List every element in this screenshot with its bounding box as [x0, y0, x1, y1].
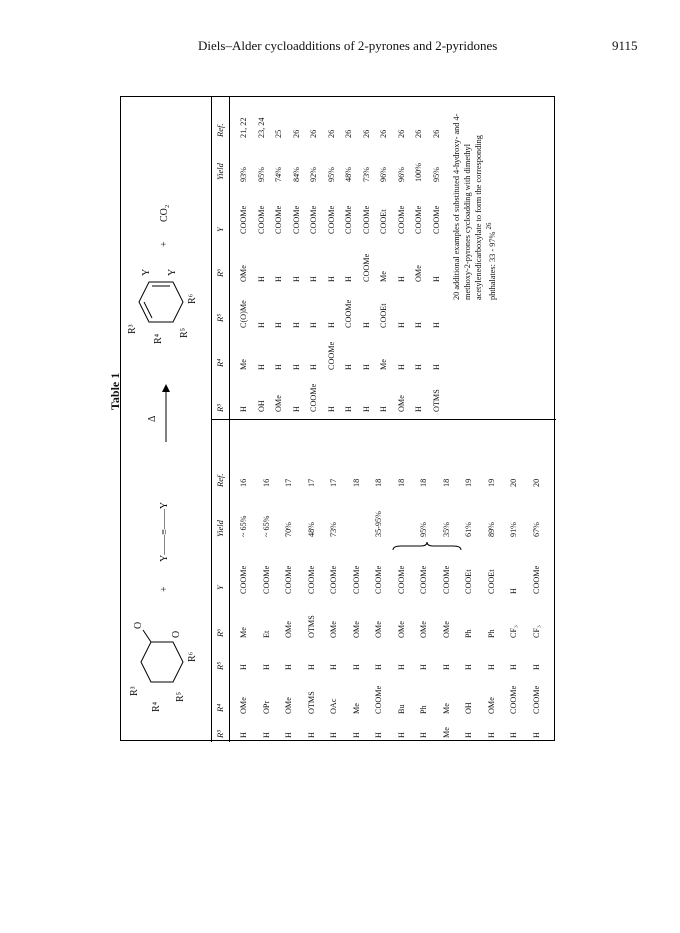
table-footnote — [451, 100, 498, 300]
table-cell: 48% — [344, 166, 353, 182]
table-cell: 26 — [396, 129, 406, 138]
pyrone-r3: R³ — [129, 686, 140, 696]
table-cell: H — [431, 276, 441, 282]
table-cell: H — [361, 364, 371, 370]
table-cell: 26 — [326, 129, 336, 138]
table-cell: H — [396, 276, 406, 282]
table-cell: COOMe — [306, 565, 316, 594]
page-number: 9115 — [612, 38, 638, 53]
table-cell: COOMe — [419, 565, 428, 594]
table-cell: H — [414, 364, 423, 370]
table-cell: H — [239, 406, 248, 412]
table-cell: COOMe — [431, 205, 441, 234]
pyrone-ring-o: O — [171, 630, 182, 638]
table-cell: OMe — [414, 265, 423, 282]
table-cell: Me — [351, 703, 361, 714]
table-cell: H — [509, 732, 518, 738]
table-cell: 67% — [531, 521, 541, 537]
table-cell: H — [306, 732, 316, 738]
col-header: R³ — [215, 730, 225, 738]
table-cell: COOEt — [464, 569, 473, 594]
table-cell: H — [291, 406, 301, 412]
table-cell: Et — [261, 630, 271, 638]
table-cell: H — [256, 322, 266, 328]
plus-sign-2: + — [159, 241, 170, 247]
table-cell: COOMe — [361, 253, 371, 282]
footnote-text: 20 additional examples of substituted 4-hydroxy- and 4-methoxy-2-pyrones cycloadding with dimethyl acetylenedicarboxylate to form the corresponding phthalates: 33 - 97% — [452, 113, 497, 300]
table-cell: 26 — [379, 129, 388, 138]
table-cell: 100% — [414, 162, 423, 182]
table-cell: H — [239, 664, 248, 670]
table-cell: COOMe — [344, 205, 353, 234]
table-cell: H — [309, 276, 318, 282]
table-cell: H — [274, 364, 283, 370]
product-r6: R⁶ — [187, 293, 198, 304]
table-cell: OH — [256, 400, 266, 412]
table-cell: COOMe — [509, 685, 518, 714]
table-cell: COOMe — [531, 685, 541, 714]
table-cell: Bu — [396, 704, 406, 714]
table-cell: 96% — [396, 166, 406, 182]
table-cell: COOMe — [284, 565, 293, 594]
heat-symbol: Δ — [147, 415, 158, 422]
product-r3: R³ — [127, 324, 138, 334]
table-cell: COOMe — [531, 565, 541, 594]
table-cell: H — [344, 364, 353, 370]
table-cell: OMe — [486, 697, 496, 714]
rotated-table — [121, 97, 556, 742]
table-cell: H — [361, 406, 371, 412]
table-cell: 17 — [284, 478, 293, 487]
table-cell: COOMe — [309, 383, 318, 412]
table-cell: 21, 22 — [239, 117, 248, 138]
table-cell: 35% — [441, 521, 451, 537]
table-cell: COOMe — [374, 565, 383, 594]
col-header: R⁵ — [215, 661, 225, 670]
table-cell: COOMe — [261, 565, 271, 594]
table-cell: H — [291, 276, 301, 282]
table-cell: 91% — [509, 521, 518, 537]
table-cell: OMe — [396, 395, 406, 412]
table-cell: H — [256, 364, 266, 370]
table-cell: 96% — [379, 166, 388, 182]
table-cell: H — [431, 322, 441, 328]
table-cell: ~ 65% — [239, 515, 248, 537]
table-cell: OH — [464, 702, 473, 714]
table-cell: COOMe — [374, 685, 383, 714]
table-cell: H — [531, 664, 541, 670]
table-box — [120, 96, 555, 741]
table-cell: COOEt — [379, 303, 388, 328]
table-cell: ~ 65% — [261, 515, 271, 537]
table-cell: COOMe — [256, 205, 266, 234]
table-cell: COOMe — [351, 565, 361, 594]
table-cell: 35-95% — [374, 511, 383, 537]
table-cell: COOMe — [441, 565, 451, 594]
table-cell: 74% — [274, 166, 283, 182]
table-cell: H — [291, 322, 301, 328]
table-cell: 95% — [326, 166, 336, 182]
co2-label: CO₂ — [159, 204, 170, 222]
table-cell: COOMe — [274, 205, 283, 234]
brace-icon — [393, 542, 461, 550]
table-cell: COOMe — [291, 205, 301, 234]
table-cell: Me — [441, 727, 451, 738]
table-cell: 16 — [239, 478, 248, 487]
table-cell: 18 — [351, 478, 361, 487]
pyrone-carbonyl-o: O — [133, 621, 144, 629]
table-cell: COOMe — [344, 299, 353, 328]
table-cell: 95% — [431, 166, 441, 182]
table-cell: OMe — [284, 621, 293, 638]
table-cell: H — [306, 664, 316, 670]
product-y-bottom: Y — [167, 268, 178, 276]
table-cell: COOMe — [396, 565, 406, 594]
table-cell: COOMe — [329, 565, 338, 594]
table-cell: H — [486, 664, 496, 670]
table-cell: OPr — [261, 700, 271, 714]
table-cell: 48% — [306, 521, 316, 537]
table-cell: H — [379, 406, 388, 412]
table-cell: H — [329, 732, 338, 738]
table-cell: OMe — [351, 621, 361, 638]
col-header: R⁶ — [215, 268, 225, 277]
col-header: Yield — [215, 520, 225, 537]
table-cell: 20 — [531, 478, 541, 487]
table-cell: OMe — [441, 621, 451, 638]
table-cell: H — [261, 732, 271, 738]
col-header: Y — [215, 585, 225, 590]
table-cell: H — [419, 664, 428, 670]
table-cell: 26 — [309, 129, 318, 138]
table-cell: H — [431, 364, 441, 370]
table-cell: Me — [379, 359, 388, 370]
alkyne-reagent: Y——≡——Y — [159, 501, 170, 562]
table-cell: H — [329, 664, 338, 670]
table-cell: COOMe — [239, 205, 248, 234]
col-header: R⁶ — [215, 628, 225, 637]
product-y-top: Y — [141, 268, 152, 276]
table-cell: OMe — [396, 621, 406, 638]
table-cell: COOMe — [239, 565, 248, 594]
table-cell: H — [326, 276, 336, 282]
table-cell: 95% — [256, 166, 266, 182]
table-cell: H — [419, 732, 428, 738]
table-cell: COOEt — [379, 209, 388, 234]
table-cell: Ph — [464, 629, 473, 638]
table-cell: Me — [239, 627, 248, 638]
table-cell: H — [274, 276, 283, 282]
col-header: Yield — [215, 163, 225, 180]
table-cell: 19 — [464, 478, 473, 487]
table-cell: COOMe — [326, 205, 336, 234]
table-cell: H — [256, 276, 266, 282]
table-cell: H — [374, 732, 383, 738]
table-cell: 17 — [306, 478, 316, 487]
table-cell: 20 — [509, 478, 518, 487]
table-cell: 18 — [419, 478, 428, 487]
table-cell: H — [274, 322, 283, 328]
table-cell: H — [464, 664, 473, 670]
table-cell: COOMe — [309, 205, 318, 234]
pyrone-r4: R⁴ — [151, 701, 162, 712]
table-cell: 18 — [441, 478, 451, 487]
table-cell: 25 — [274, 129, 283, 138]
table-cell: COOMe — [396, 205, 406, 234]
table-cell: 73% — [329, 521, 338, 537]
table-cell: OMe — [239, 697, 248, 714]
product-r4: R⁴ — [153, 333, 164, 344]
table-cell: H — [441, 664, 451, 670]
running-header-title: Diels–Alder cycloadditions of 2-pyrones and 2-pyridones — [198, 38, 498, 53]
table-cell: H — [351, 732, 361, 738]
plus-sign: + — [159, 586, 170, 592]
table-cell: 95% — [419, 521, 428, 537]
table-cell: H — [261, 664, 271, 670]
col-header: R⁴ — [215, 703, 225, 712]
col-header: Y — [215, 227, 225, 232]
table-cell: H — [326, 322, 336, 328]
table-cell: H — [464, 732, 473, 738]
table-cell: H — [509, 664, 518, 670]
col-header: Ref. — [215, 473, 225, 487]
table-cell: OTMS — [306, 691, 316, 714]
table-cell: COOEt — [486, 569, 496, 594]
table-cell: H — [396, 364, 406, 370]
col-header: R⁴ — [215, 358, 225, 367]
table-cell: 17 — [329, 478, 338, 487]
table-cell: H — [309, 322, 318, 328]
table-cell: H — [414, 322, 423, 328]
table-cell: 19 — [486, 478, 496, 487]
table-cell: 18 — [396, 478, 406, 487]
table-cell: H — [326, 406, 336, 412]
table-cell: COOMe — [326, 341, 336, 370]
table-cell: H — [414, 406, 423, 412]
col-header: Ref. — [215, 123, 225, 137]
table-cell: 89% — [486, 521, 496, 537]
table-cell: CF₃ — [509, 625, 518, 638]
table-cell: H — [509, 588, 518, 594]
table-cell: OMe — [374, 621, 383, 638]
table-cell: Me — [379, 271, 388, 282]
table-cell: H — [374, 664, 383, 670]
table-cell: 93% — [239, 166, 248, 182]
table-caption: Table 1 — [108, 372, 122, 410]
table-cell: H — [344, 276, 353, 282]
table-cell: OTMS — [306, 615, 316, 638]
table-cell: 18 — [374, 478, 383, 487]
table-cell: 70% — [284, 521, 293, 537]
table-cell: 84% — [291, 166, 301, 182]
table-cell: H — [396, 322, 406, 328]
table-cell: OMe — [274, 395, 283, 412]
table-cell: H — [396, 732, 406, 738]
table-cell: OAc — [329, 698, 338, 714]
table-cell: C(O)Me — [239, 300, 248, 328]
table-cell: Me — [239, 359, 248, 370]
footnote-ref: 26 — [486, 222, 493, 230]
table-cell: 92% — [309, 166, 318, 182]
table-cell: OMe — [284, 697, 293, 714]
table-cell: 26 — [344, 129, 353, 138]
table-cell: CF₃ — [531, 625, 541, 638]
table-cell: H — [239, 732, 248, 738]
table-cell: 23, 24 — [256, 117, 266, 138]
table-cell: 61% — [464, 521, 473, 537]
col-header: R³ — [215, 404, 225, 412]
table-cell: H — [284, 732, 293, 738]
table-cell: COOMe — [361, 205, 371, 234]
table-cell: 26 — [361, 129, 371, 138]
table-cell: H — [291, 364, 301, 370]
table-cell: 73% — [361, 166, 371, 182]
table-cell: H — [361, 322, 371, 328]
table-cell: H — [486, 732, 496, 738]
table-cell: 26 — [414, 129, 423, 138]
table-cell: OMe — [239, 265, 248, 282]
table-cell: Ph — [419, 705, 428, 714]
table-cell: H — [344, 406, 353, 412]
table-cell: OTMS — [431, 389, 441, 412]
table-cell: 26 — [291, 129, 301, 138]
table-cell: H — [531, 732, 541, 738]
table-cell: H — [396, 664, 406, 670]
table-cell: Ph — [486, 629, 496, 638]
pyrone-r6: R⁶ — [187, 651, 198, 662]
table-cell: OMe — [329, 621, 338, 638]
table-cell: 26 — [431, 129, 441, 138]
table-cell: Me — [441, 703, 451, 714]
table-cell: H — [284, 664, 293, 670]
table-cell: OMe — [419, 621, 428, 638]
table-cell: H — [309, 364, 318, 370]
table-cell: H — [351, 664, 361, 670]
table-cell: 16 — [261, 478, 271, 487]
pyrone-r5: R⁵ — [175, 691, 186, 702]
col-header: R⁵ — [215, 313, 225, 322]
product-r5: R⁵ — [179, 327, 190, 338]
table-cell: COOMe — [414, 205, 423, 234]
